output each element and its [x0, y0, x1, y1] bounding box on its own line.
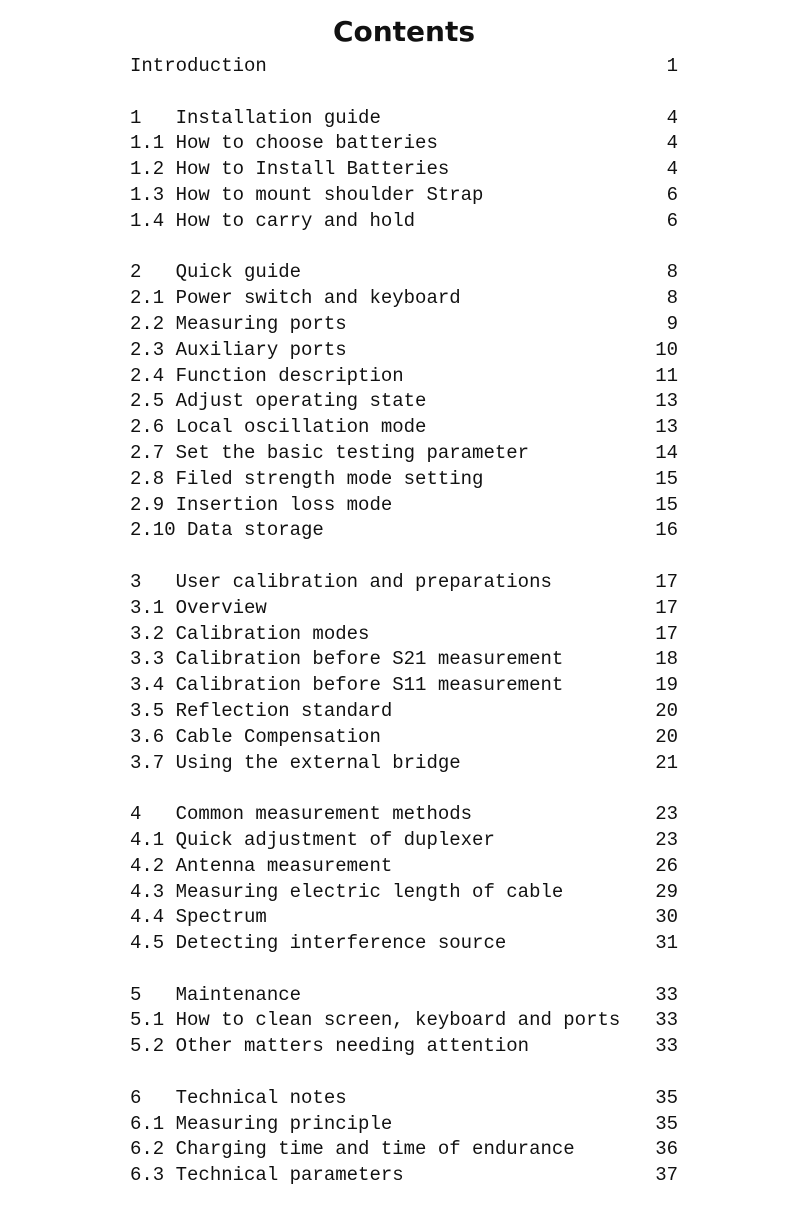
toc-entry-page-number: 8: [666, 261, 678, 284]
toc-entry-label: 1.1 How to choose batteries: [130, 132, 438, 155]
toc-entry[interactable]: [130, 673, 678, 699]
toc-entry-label: 2.4 Function description: [130, 364, 404, 387]
toc-entry[interactable]: [130, 596, 678, 622]
toc-entry-label: 6.3 Technical parameters: [130, 1164, 404, 1187]
toc-entry-page-number: 23: [655, 803, 678, 826]
toc-entry[interactable]: [130, 441, 678, 467]
toc-entry-label: 2.9 Insertion loss mode: [130, 493, 393, 516]
toc-entry-page-number: 35: [655, 1112, 678, 1135]
toc-entry-page-number: 21: [655, 751, 678, 774]
toc-entry-label: 2.8 Filed strength mode setting: [130, 467, 484, 490]
toc-entry-page-number: 16: [655, 519, 678, 542]
toc-entry-page-number: 15: [655, 493, 678, 516]
toc-entry[interactable]: [130, 286, 678, 312]
toc-entry[interactable]: [130, 364, 678, 390]
toc-entry-page-number: 33: [655, 1035, 678, 1058]
toc-entry-label: 4.1 Quick adjustment of duplexer: [130, 828, 495, 851]
toc-entry-page-number: 20: [655, 699, 678, 722]
toc-entry-label: 2 Quick guide: [130, 261, 302, 284]
toc-entry-label: 3.7 Using the external bridge: [130, 751, 461, 774]
toc-entry-page-number: 4: [666, 132, 678, 155]
toc-entry[interactable]: [130, 312, 678, 338]
toc-entry-page-number: 33: [655, 983, 678, 1006]
toc-entry-label: 2.3 Auxiliary ports: [130, 338, 347, 361]
toc-entry[interactable]: [130, 983, 678, 1009]
toc-entry-label: 6.2 Charging time and time of endurance: [130, 1138, 575, 1161]
toc-entry-page-number: 13: [655, 416, 678, 439]
toc-entry-page-number: 1: [666, 55, 678, 77]
toc-entry-page-number: 4: [666, 158, 678, 181]
toc-entry-page-number: 6: [666, 209, 678, 232]
toc-entry-page-number: 15: [655, 467, 678, 490]
toc-entry-page-number: 19: [655, 674, 678, 697]
toc-entry[interactable]: [130, 106, 678, 132]
toc-entry-label: 2.10 Data storage: [130, 519, 324, 542]
toc-entry[interactable]: [130, 415, 678, 441]
toc-entry-label: 6 Technical notes: [130, 1086, 347, 1109]
toc-entry[interactable]: [130, 905, 678, 931]
toc-entry-label: 3.2 Calibration modes: [130, 622, 370, 645]
page-title: Contents: [332, 15, 476, 48]
toc-entry-page-number: 11: [655, 364, 678, 387]
toc-entry[interactable]: [130, 338, 678, 364]
toc-entry-page-number: 18: [655, 648, 678, 671]
toc-entry-label: 2.1 Power switch and keyboard: [130, 287, 461, 310]
toc-entry[interactable]: [130, 183, 678, 209]
toc-entry[interactable]: [130, 389, 678, 415]
toc-entry[interactable]: [130, 518, 678, 544]
toc-entry-page-number: 35: [655, 1086, 678, 1109]
toc-entry[interactable]: [130, 260, 678, 286]
toc-entry-label: 5.2 Other matters needing attention: [130, 1035, 530, 1058]
toc-entry[interactable]: [130, 1137, 678, 1163]
toc-entry-label: 2.7 Set the basic testing parameter: [130, 441, 530, 464]
toc-entry-label: 2.6 Local oscillation mode: [130, 416, 427, 439]
toc-entry[interactable]: [130, 802, 678, 828]
toc-entry-page-number: 20: [655, 725, 678, 748]
toc-entry-page-number: 31: [655, 932, 678, 955]
toc-entry-label: 3 User calibration and preparations: [130, 570, 552, 593]
toc-entry[interactable]: [130, 1112, 678, 1138]
toc-entry-label: 5.1 How to clean screen, keyboard and ports: [130, 1009, 621, 1032]
toc-entry-label: 4.4 Spectrum: [130, 906, 267, 929]
toc-entry-label: 2.2 Measuring ports: [130, 312, 347, 335]
toc-entry-label: 2.5 Adjust operating state: [130, 390, 427, 413]
toc-entry-page-number: 13: [655, 390, 678, 413]
toc-entry-label: 1 Installation guide: [130, 106, 381, 129]
toc-entry-page-number: 36: [655, 1138, 678, 1161]
toc-entry-label: 3.6 Cable Compensation: [130, 725, 381, 748]
toc-entry[interactable]: [130, 880, 678, 906]
toc-entry[interactable]: [130, 828, 678, 854]
toc-entry-page-number: 30: [655, 906, 678, 929]
toc-entry-page-number: 10: [655, 338, 678, 361]
toc-entry[interactable]: [130, 854, 678, 880]
toc-entry[interactable]: [130, 493, 678, 519]
toc-entry[interactable]: [130, 1008, 678, 1034]
toc-entry[interactable]: [130, 751, 678, 777]
toc-entry[interactable]: [130, 1163, 678, 1189]
toc-entry[interactable]: [130, 467, 678, 493]
toc-entry[interactable]: [130, 1086, 678, 1112]
toc-entry-page-number: 17: [655, 622, 678, 645]
toc-entry-label: 3.4 Calibration before S11 measurement: [130, 674, 564, 697]
toc-entry[interactable]: [130, 131, 678, 157]
toc-entry[interactable]: [130, 725, 678, 751]
toc-entry-label: 4.2 Antenna measurement: [130, 854, 393, 877]
toc-entry-page-number: 17: [655, 596, 678, 619]
toc-entry-page-number: 17: [655, 570, 678, 593]
toc-entry-label: 1.2 How to Install Batteries: [130, 158, 450, 181]
toc-entry-label: 6.1 Measuring principle: [130, 1112, 393, 1135]
toc-entry-page-number: 8: [666, 287, 678, 310]
toc-entry[interactable]: [130, 622, 678, 648]
toc-entry-page-number: 9: [666, 312, 678, 335]
toc-entry-label: 1.3 How to mount shoulder Strap: [130, 183, 484, 206]
table-of-contents: [130, 54, 678, 1189]
toc-entry-page-number: 4: [666, 106, 678, 129]
toc-entry-label: 4 Common measurement methods: [130, 803, 473, 826]
toc-entry[interactable]: [130, 570, 678, 596]
toc-entry[interactable]: [130, 209, 678, 235]
toc-entry-page-number: 23: [655, 828, 678, 851]
toc-entry[interactable]: [130, 931, 678, 957]
toc-entry-page-number: 6: [666, 183, 678, 206]
toc-entry-page-number: 26: [655, 854, 678, 877]
toc-entry[interactable]: [130, 54, 678, 80]
toc-entry-label: 3.1 Overview: [130, 596, 267, 619]
toc-entry-page-number: 29: [655, 880, 678, 903]
toc-entry[interactable]: [130, 647, 678, 673]
toc-entry-label: 4.5 Detecting interference source: [130, 932, 507, 955]
toc-entry-page-number: 14: [655, 441, 678, 464]
toc-entry-page-number: 37: [655, 1164, 678, 1187]
toc-entry-label: 5 Maintenance: [130, 983, 302, 1006]
toc-entry-page-number: 33: [655, 1009, 678, 1032]
toc-entry-label: 3.3 Calibration before S21 measurement: [130, 648, 564, 671]
toc-entry-label: 4.3 Measuring electric length of cable: [130, 880, 564, 903]
toc-entry[interactable]: [130, 1034, 678, 1060]
toc-entry-label: 1.4 How to carry and hold: [130, 209, 416, 232]
toc-entry[interactable]: [130, 157, 678, 183]
toc-entry-label: 3.5 Reflection standard: [130, 699, 393, 722]
toc-entry[interactable]: [130, 699, 678, 725]
toc-entry-label: Introduction: [130, 55, 267, 77]
